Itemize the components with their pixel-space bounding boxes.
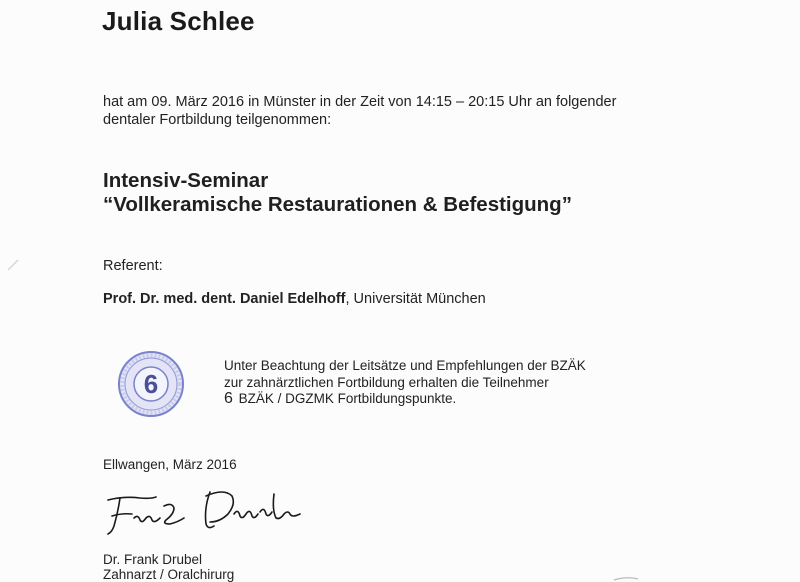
speaker-name: Prof. Dr. med. dent. Daniel Edelhoff	[103, 291, 346, 307]
scan-mark-icon	[6, 258, 20, 272]
points-line-1: Unter Beachtung der Leitsätze und Empfehlungen der BZÄK	[224, 358, 586, 373]
participant-name: Julia Schlee	[102, 6, 255, 36]
handwritten-signature	[100, 484, 310, 536]
intro-text	[103, 93, 723, 129]
place-date: Ellwangen, März 2016	[103, 457, 237, 472]
points-text: BZÄK / DGZMK Fortbildungspunkte.	[238, 391, 457, 406]
points-value: 6	[224, 390, 233, 407]
points-notice	[224, 358, 586, 408]
points-line-2: zur zahnärztlichen Fortbildung erhalten die Teilnehmer	[224, 374, 549, 390]
points-line-3	[224, 391, 586, 408]
edge-mark-icon	[612, 574, 640, 582]
seminar-title	[103, 169, 572, 217]
seminar-title-line-2: “Vollkeramische Restaurationen & Befestigung”	[103, 193, 572, 216]
speaker-affiliation: , Universität München	[345, 291, 486, 307]
speaker-line	[103, 291, 486, 307]
referent-label: Referent:	[103, 258, 163, 274]
fortbildung-points-seal-icon	[117, 350, 185, 418]
signer-title: Zahnarzt / Oralchirurg	[103, 567, 235, 582]
seal-number: 6	[143, 369, 159, 399]
signer-block	[103, 552, 234, 582]
seminar-title-line-1: Intensiv-Seminar	[103, 169, 269, 192]
intro-line-2: dentaler Fortbildung teilgenommen:	[103, 112, 332, 128]
intro-line-1: hat am 09. März 2016 in Münster in der Zeit von 14:15 – 20:15 Uhr an folgender	[103, 94, 617, 110]
signer-name: Dr. Frank Drubel	[103, 552, 203, 567]
